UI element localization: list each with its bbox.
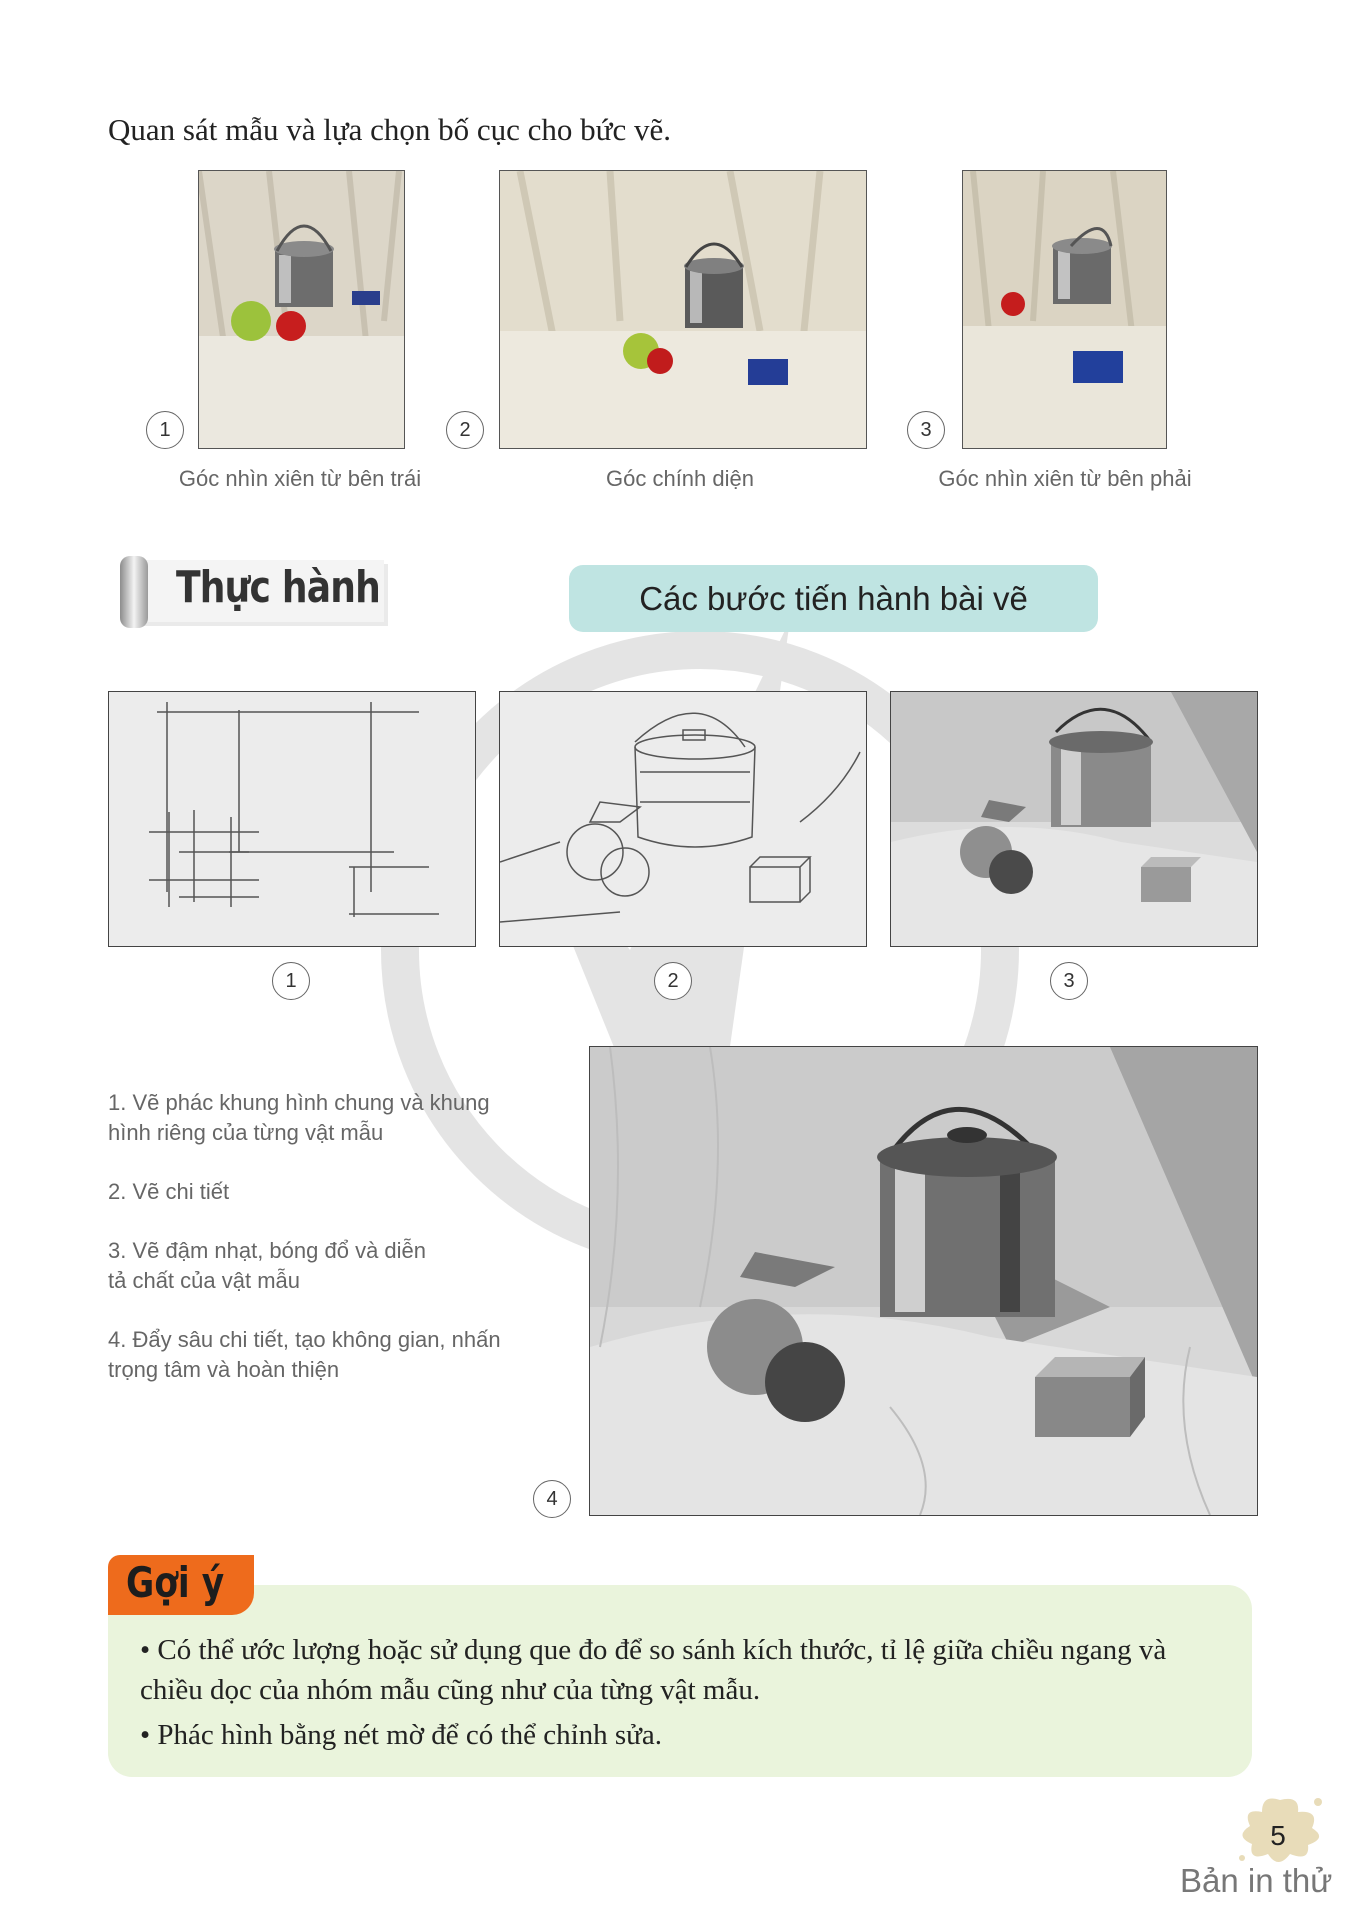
sketch-number-4: 4 — [533, 1480, 571, 1518]
step-item-4: 4. Đẩy sâu chi tiết, tạo không gian, nhấn trọng tâm và hoàn thiện — [108, 1327, 501, 1382]
footer-label: Bản in thử — [1180, 1862, 1333, 1899]
sketch-step-4 — [589, 1046, 1258, 1516]
photo-view-left — [198, 170, 405, 449]
hint-bullet-1: • Có thể ước lượng hoặc sử dụng que đo để so sánh kích thước, tỉ lệ giữa chiều ngang và chiều dọc của nhóm mẫu cũng như của từng vật mẫu. — [140, 1634, 1167, 1706]
sketch-number-1: 1 — [272, 962, 310, 1000]
sketch-step-3 — [890, 691, 1258, 947]
step-item-1: 1. Vẽ phác khung hình chung và khung hình riêng của từng vật mẫu — [108, 1090, 490, 1145]
step-item-2: 2. Vẽ chi tiết — [108, 1179, 230, 1204]
step-item-3: 3. Vẽ đậm nhạt, bóng đổ và diễn tả chất của vật mẫu — [108, 1238, 427, 1293]
view-caption-2: Góc chính diện — [606, 466, 754, 491]
sketch-step-1 — [108, 691, 476, 947]
hint-label: Gợi ý — [126, 1558, 225, 1607]
intro-text: Quan sát mẫu và lựa chọn bố cục cho bức vẽ. — [108, 112, 671, 147]
page-number: 5 — [1270, 1820, 1286, 1851]
step-list — [108, 1088, 528, 1414]
view-number-3: 3 — [907, 411, 945, 449]
hint-bullet-2: • Phác hình bằng nét mờ để có thể chỉnh sửa. — [140, 1719, 662, 1751]
view-number-2: 2 — [446, 411, 484, 449]
photo-view-front — [499, 170, 867, 449]
sketch-number-2: 2 — [654, 962, 692, 1000]
practice-label: Thực hành — [176, 562, 380, 613]
view-caption-3: Góc nhìn xiên từ bên phải — [938, 466, 1192, 491]
photo-view-right — [962, 170, 1167, 449]
sketch-step-2 — [499, 691, 867, 947]
steps-title: Các bước tiến hành bài vẽ — [569, 565, 1098, 632]
sketch-number-3: 3 — [1050, 962, 1088, 1000]
view-number-1: 1 — [146, 411, 184, 449]
view-caption-1: Góc nhìn xiên từ bên trái — [178, 466, 422, 491]
